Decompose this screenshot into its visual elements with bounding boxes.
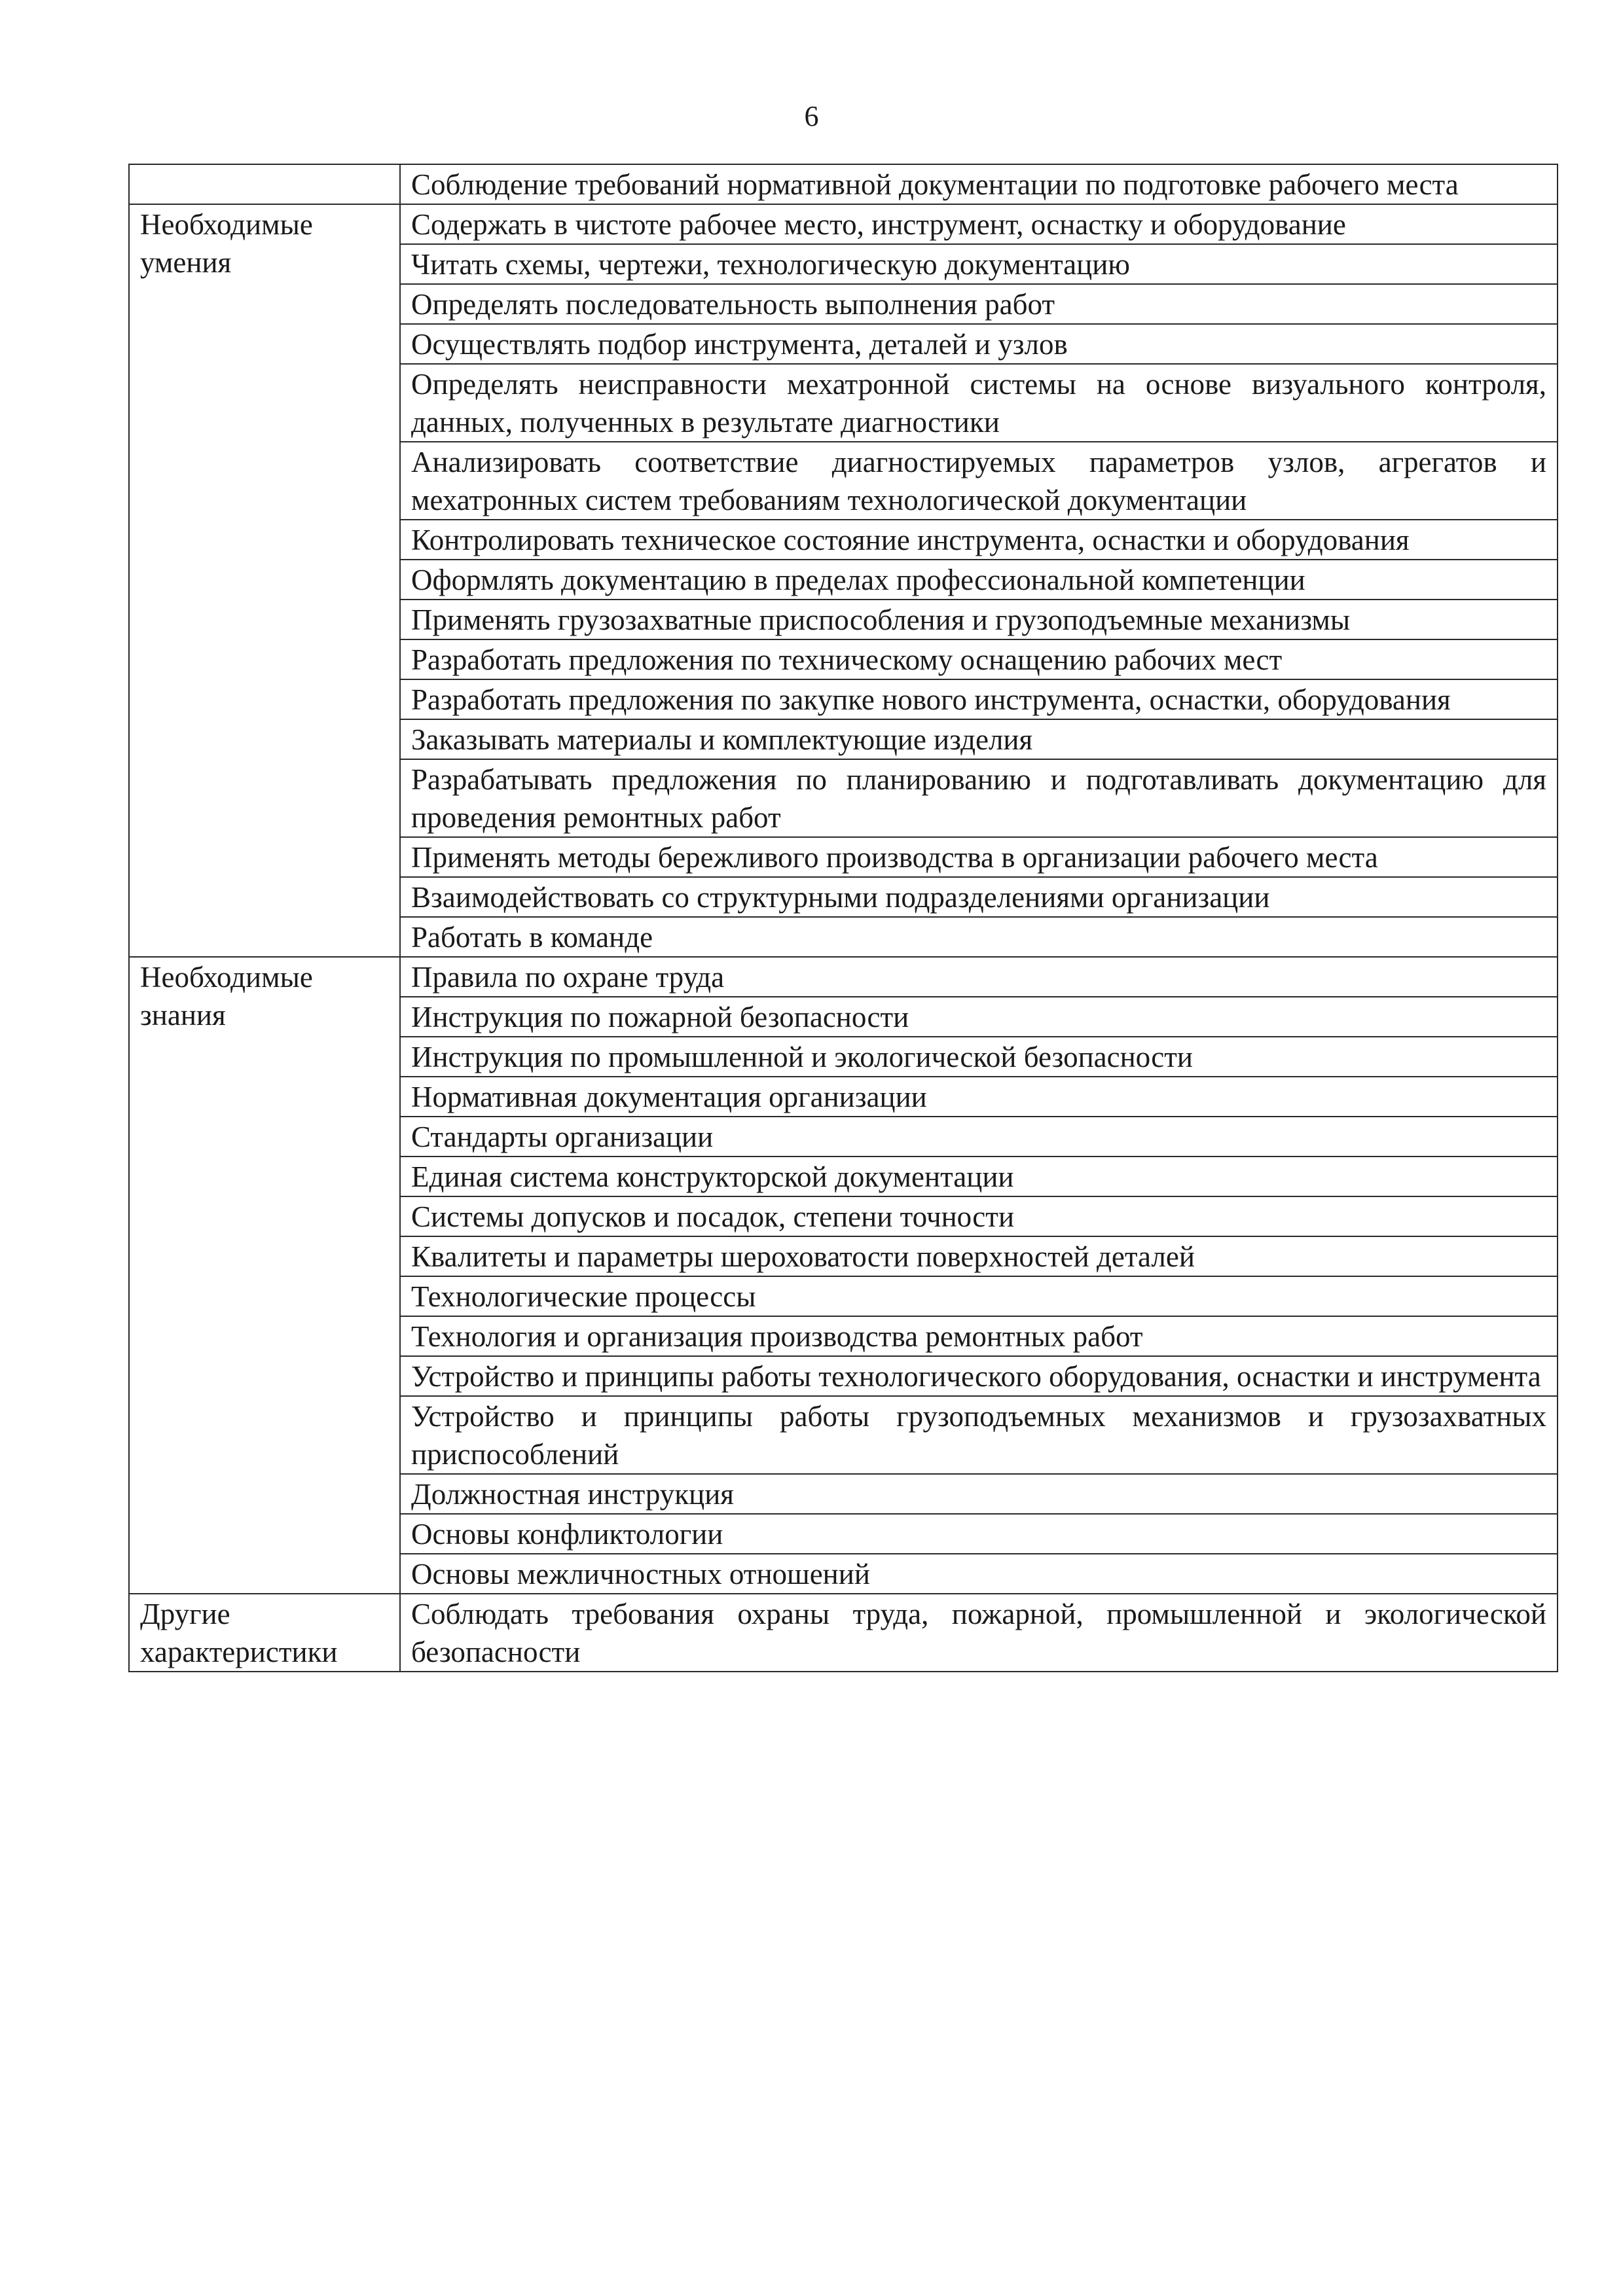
- section-label-line: умения: [140, 246, 232, 279]
- section-label-line: Необходимые: [140, 208, 313, 241]
- table-cell-item: Работать в команде: [400, 917, 1558, 957]
- table-cell-item: Основы конфликтологии: [400, 1514, 1558, 1554]
- table-cell-item: Заказывать материалы и комплектующие изделия: [400, 719, 1558, 759]
- table-cell-item: Квалитеты и параметры шероховатости поверхностей деталей: [400, 1236, 1558, 1276]
- section-label-knowledge: [129, 957, 400, 1594]
- table-cell-item: Разрабатывать предложения по планированию и подготавливать документацию для проведения ремонтных работ: [400, 759, 1558, 837]
- table-cell-item: Инструкция по промышленной и экологической безопасности: [400, 1037, 1558, 1077]
- section-label-line: характеристики: [140, 1636, 338, 1668]
- table-cell-item: Соблюдение требований нормативной документации по подготовке рабочего места: [400, 164, 1558, 204]
- table-cell-item: Системы допусков и посадок, степени точности: [400, 1196, 1558, 1236]
- table-cell-item: Применять грузозахватные приспособления и грузоподъемные механизмы: [400, 600, 1558, 639]
- table-cell-item: Оформлять документацию в пределах профессиональной компетенции: [400, 560, 1558, 600]
- page-number: 6: [804, 100, 819, 132]
- section-label-other: [129, 1594, 400, 1672]
- table-row: [129, 164, 1558, 204]
- section-label-line: знания: [140, 999, 226, 1031]
- table-cell-item: Осуществлять подбор инструмента, деталей и узлов: [400, 324, 1558, 364]
- table-cell-item: Взаимодействовать со структурными подразделениями организации: [400, 877, 1558, 917]
- table-cell-item: Разработать предложения по закупке нового инструмента, оснастки, оборудования: [400, 679, 1558, 719]
- table-cell-item: Разработать предложения по техническому оснащению рабочих мест: [400, 639, 1558, 679]
- section-label-line: Другие: [140, 1598, 230, 1630]
- table-row: [129, 1594, 1558, 1672]
- section-label-empty: [129, 164, 400, 204]
- table-cell-item: Должностная инструкция: [400, 1474, 1558, 1514]
- table-cell-item: Технология и организация производства ремонтных работ: [400, 1316, 1558, 1356]
- table-cell-item: Стандарты организации: [400, 1117, 1558, 1157]
- table-cell-item: Устройство и принципы работы технологического оборудования, оснастки и инструмента: [400, 1356, 1558, 1396]
- table-cell-item: Соблюдать требования охраны труда, пожарной, промышленной и экологической безопасности: [400, 1594, 1558, 1672]
- table-cell-item: Правила по охране труда: [400, 957, 1558, 997]
- table-cell-item: Инструкция по пожарной безопасности: [400, 997, 1558, 1037]
- table-cell-item: Анализировать соответствие диагностируемых параметров узлов, агрегатов и мехатронных систем требованиям технологической документации: [400, 442, 1558, 520]
- section-label-skills: [129, 204, 400, 957]
- table-cell-item: Основы межличностных отношений: [400, 1554, 1558, 1594]
- table-row: [129, 204, 1558, 244]
- table-row: [129, 957, 1558, 997]
- table-cell-item: Содержать в чистоте рабочее место, инструмент, оснастку и оборудование: [400, 204, 1558, 244]
- table-cell-item: Применять методы бережливого производства в организации рабочего места: [400, 837, 1558, 877]
- section-label-line: Необходимые: [140, 961, 313, 994]
- table-cell-item: Контролировать техническое состояние инструмента, оснастки и оборудования: [400, 520, 1558, 560]
- qualification-table: [128, 164, 1558, 1672]
- table-cell-item: Определять неисправности мехатронной системы на основе визуального контроля, данных, полученных в результате диагностики: [400, 364, 1558, 442]
- table-cell-item: Устройство и принципы работы грузоподъемных механизмов и грузозахватных приспособлений: [400, 1396, 1558, 1474]
- table-cell-item: Технологические процессы: [400, 1276, 1558, 1316]
- table-cell-item: Определять последовательность выполнения работ: [400, 284, 1558, 324]
- table-cell-item: Читать схемы, чертежи, технологическую документацию: [400, 244, 1558, 284]
- table-cell-item: Единая система конструкторской документации: [400, 1157, 1558, 1196]
- table-cell-item: Нормативная документация организации: [400, 1077, 1558, 1117]
